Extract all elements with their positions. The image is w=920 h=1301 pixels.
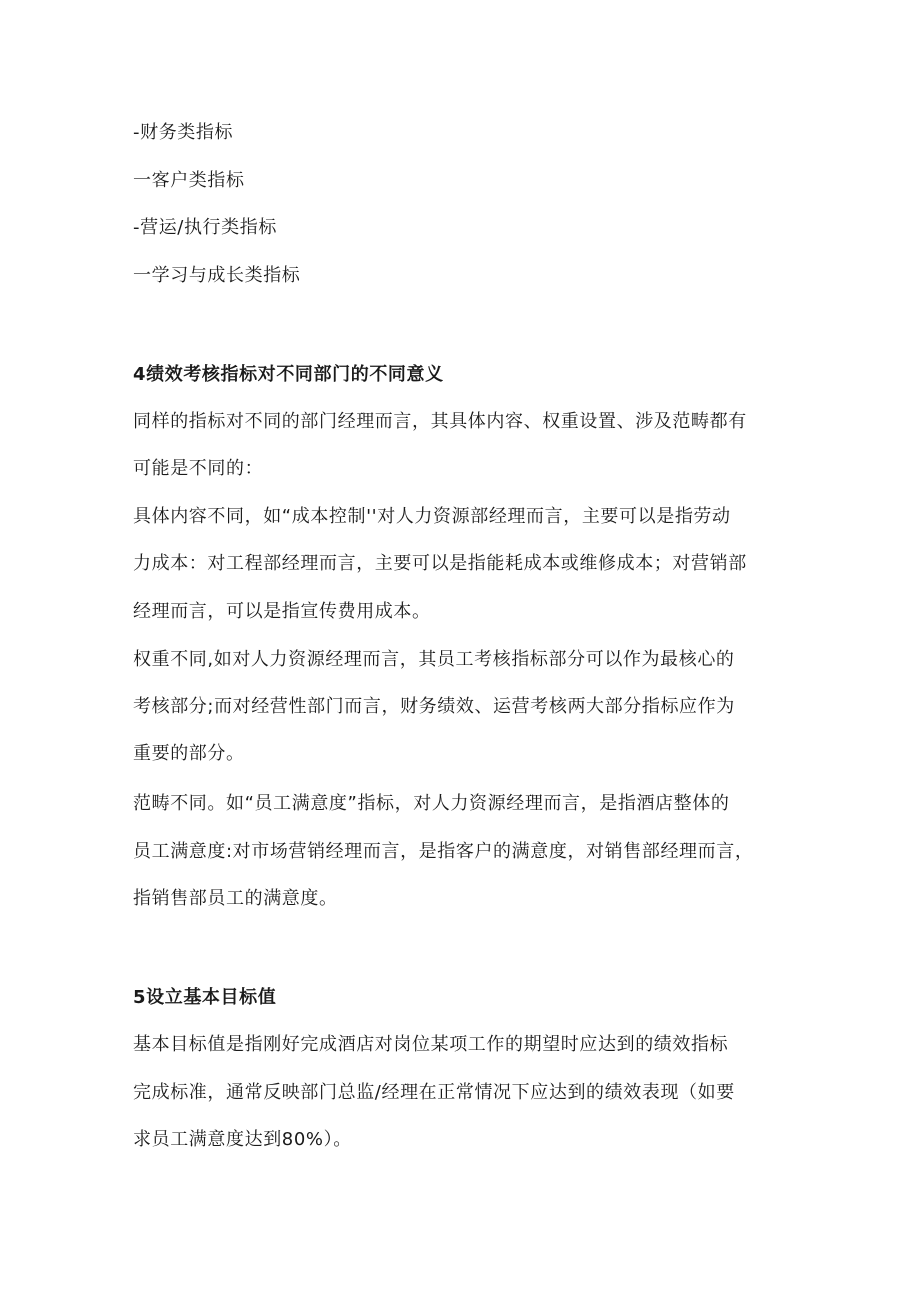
paragraph-line: 可能是不同的：: [133, 458, 264, 479]
paragraph-line: 基本目标值是指刚好完成酒店对岗位某项工作的期望时应达到的绩效指标: [133, 1034, 729, 1055]
paragraph-line: 具体内容不同，如“成本控制''对人力资源部经理而言，主要可以是指劳动: [133, 506, 731, 527]
list-item-learning-growth: 一学习与成长类指标: [133, 265, 301, 286]
paragraph-line: 力成本：对工程部经理而言，主要可以是指能耗成本或维修成本；对营销部: [133, 553, 747, 574]
paragraph-line: 经理而言，可以是指宣传费用成本。: [133, 601, 431, 622]
list-item-financial: -财务类指标: [133, 122, 234, 143]
list-item-customer: 一客户类指标: [133, 170, 245, 191]
paragraph-line: 范畴不同。如“员工满意度”指标，对人力资源经理而言，是指酒店整体的: [133, 793, 730, 814]
paragraph-line: 求员工满意度达到80%）。: [133, 1129, 352, 1150]
paragraph-line: 指销售部员工的满意度。: [133, 888, 338, 909]
paragraph-line: 完成标准，通常反映部门总监/经理在正常情况下应达到的绩效表现（如要: [133, 1082, 735, 1103]
section-4-heading: 4绩效考核指标对不同部门的不同意义: [133, 364, 444, 385]
paragraph-line: 重要的部分。: [133, 743, 245, 764]
section-5-heading: 5设立基本目标值: [133, 987, 277, 1008]
paragraph-line: 权重不同,如对人力资源经理而言，其员工考核指标部分可以作为最核心的: [133, 649, 735, 670]
paragraph-line: 员工满意度:对市场营销经理而言，是指客户的满意度，对销售部经理而言，: [133, 841, 754, 862]
paragraph-line: 考核部分;而对经营性部门而言，财务绩效、运营考核两大部分指标应作为: [133, 696, 735, 717]
list-item-operations: -营运/执行类指标: [133, 217, 277, 238]
paragraph-line: 同样的指标对不同的部门经理而言，其具体内容、权重设置、涉及范畴都有: [133, 411, 747, 432]
